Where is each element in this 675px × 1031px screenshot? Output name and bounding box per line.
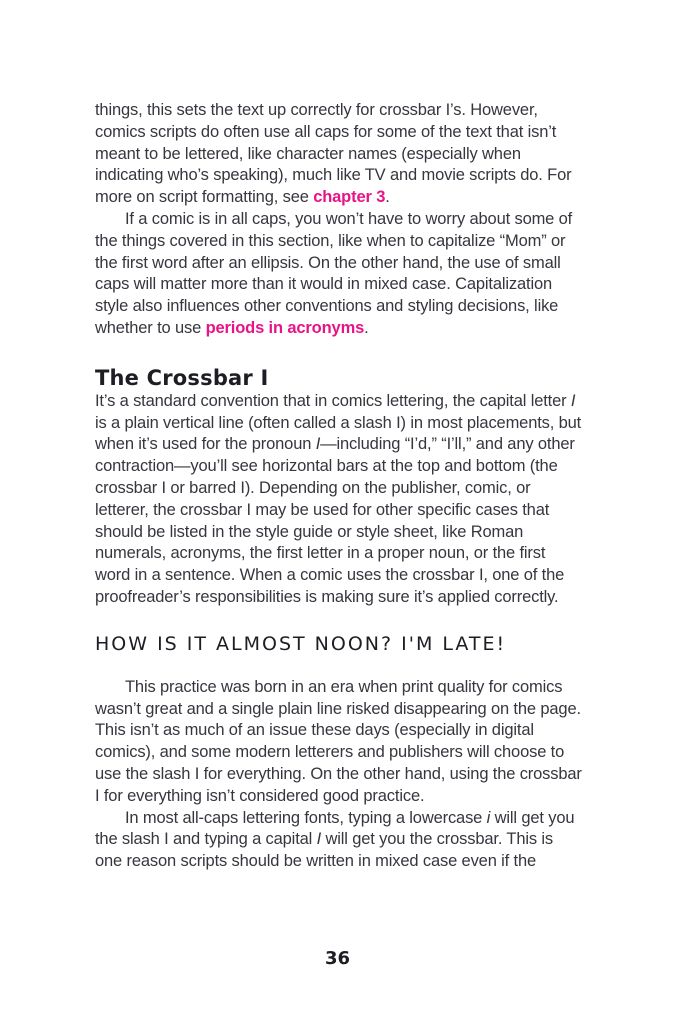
text-run: will get you the slash I and typing a capital	[95, 808, 575, 849]
text-run: is a plain vertical line (often called a slash I) in most placements, but when it’s used for the pronoun	[95, 413, 582, 454]
text-run: things, this sets the text up correctly for crossbar I’s. However, comics scripts do often use all caps for some of the text that isn’t meant to be lettered, like character names (especially when indicating who’s speaking), much like TV and movie scripts do. For more on script formatting, see	[95, 101, 572, 207]
section-heading: The Crossbar I	[95, 365, 269, 390]
text-run: I	[316, 830, 322, 849]
text-run: It’s a standard convention that in comics lettering, the capital letter	[95, 391, 571, 410]
inline-link[interactable]: periods in acronyms	[205, 318, 365, 337]
paragraph	[95, 209, 582, 340]
body-text	[95, 100, 582, 873]
text-run: In most all-caps lettering fonts, typing a lowercase	[125, 808, 487, 827]
text-run: .	[385, 188, 390, 207]
paragraph	[95, 391, 582, 609]
paragraph	[95, 677, 582, 808]
text-run: If a comic is in all caps, you won’t have to worry about some of the things covered in this section, like when to capitalize “Mom” or the first word after an ellipsis. On the other hand, the use of small caps will matter more than it would in mixed case. Capitalization style also influences other conventions and styling decisions, like whether to use	[95, 209, 573, 337]
paragraph	[95, 808, 582, 873]
text-run: I	[315, 435, 321, 454]
text-run: i	[486, 808, 491, 827]
comic-lettering-sample: HOW IS IT ALMOST NOON? I'M LATE!	[95, 632, 507, 655]
text-run: I	[570, 391, 576, 410]
paragraph	[95, 100, 582, 209]
page-number: 36	[324, 948, 351, 969]
text-run: —including “I’d,” “I’ll,” and any other contraction—you’ll see horizontal bars at the top and bottom (the crossbar I or barred I). Depending on the publisher, comic, or letterer, the crossbar I may be used for other specific cases that should be listed in the style guide or style sheet, like Roman numerals, acronyms, the first letter in a proper noun, or the first word in a sentence. When a comic uses the crossbar I, one of the proofreader’s responsibilities is making sure it’s applied correctly.	[95, 435, 575, 606]
text-run: will get you the crossbar. This is one reason scripts should be written in mixed case even if the	[95, 830, 554, 871]
text-run: This practice was born in an era when print quality for comics wasn’t great and a single plain line risked disappearing on the page. This isn’t as much of an issue these days (especially in digital comics), and some modern letterers and publishers will choose to use the slash I for everything. On the other hand, using the crossbar I for everything isn’t considered good practice.	[95, 677, 582, 805]
inline-link[interactable]: chapter 3	[313, 188, 386, 207]
text-run: .	[364, 318, 369, 337]
